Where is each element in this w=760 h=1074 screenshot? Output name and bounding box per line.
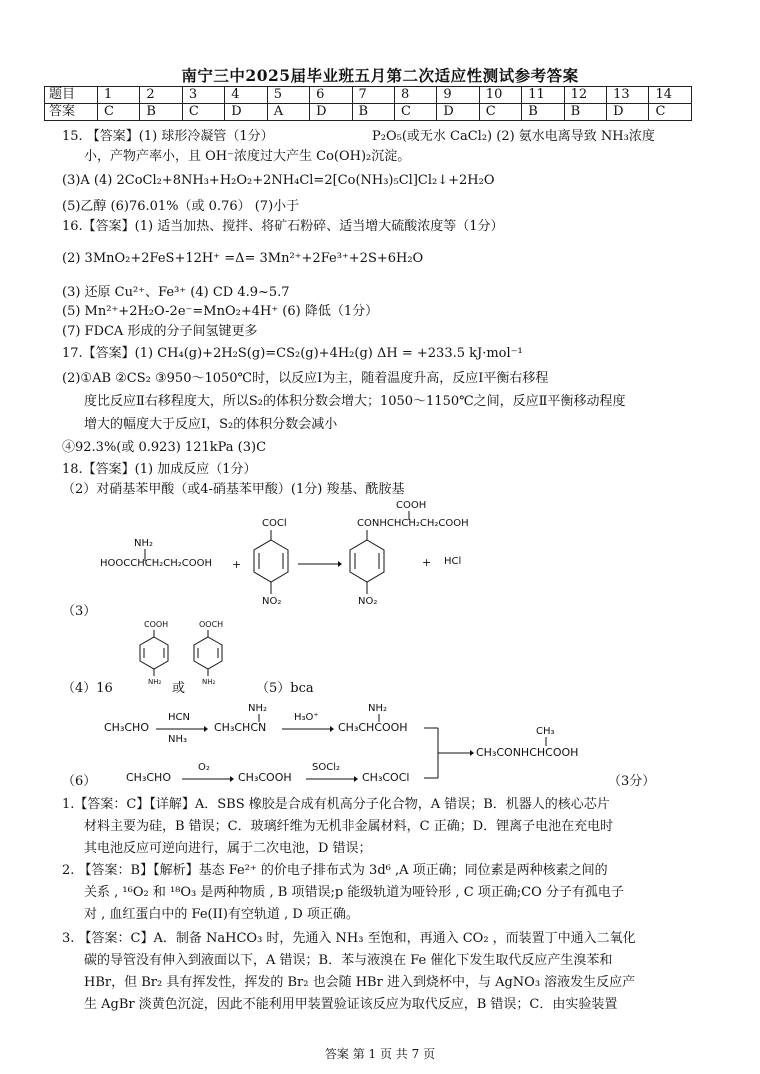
q18-score: （3分） [608,774,656,789]
q18-line4a: （4）16 [62,681,113,696]
e3-line3: HBr，但 Br₂ 具有挥发性，挥发的 Br₂ 也会随 HBr 进入到烧杯中，与 AgNO₃ 溶液发生反应产 [84,975,636,990]
e2-line3: 对 , 血红蛋白中的 Fe(II)有空轨道 , D 项正确。 [84,907,359,922]
e2-line2: 关系 , ¹⁶O₂ 和 ¹⁸O₃ 是两种物质 , B 项错误;p 能级轨道为哑铃形 , C 项正确;CO 分子有孤电子 [84,885,624,900]
s6-nh2-label-b: NH₂ [368,703,388,714]
q-num: 6 [310,87,352,104]
q-answer: B [140,104,182,121]
q-num: 11 [522,87,564,104]
s6-final-product: CH₃CONHCHCOOH [476,746,579,759]
s6-route1-start: CH₃CHO [104,721,149,734]
q-answer: C [649,104,692,121]
q-answer: D [437,104,479,121]
s6-ch3-bond [541,737,551,746]
q-answer: C [394,104,436,121]
s3-plus: + [232,558,242,571]
s6-nh3: NH₃ [168,734,188,745]
q18-line2: （2）对硝基苯甲酸（或4-硝基苯甲酸）(1分) 羧基、酰胺基 [62,482,405,497]
s6-merge-bracket [424,726,476,782]
answer-table-row-numbers [45,87,692,104]
q-num: 12 [564,87,606,104]
s4-benzene-ring-1 [134,630,174,682]
q17-line4: 增大的幅度大于反应Ⅰ，S₂的体积分数会减小 [84,417,338,432]
q16-line2: (2) 3MnO₂+2FeS+12H⁺ =Δ= 3Mn²⁺+2Fe³⁺+2S+6H₂O [62,251,424,266]
q-num: 1 [98,87,140,104]
e3-line1: 3. 【答案：C】A．制备 NaHCO₃ 时，先通入 NH₃ 至饱和，再通入 CO₂ ，而装置丁中通入二氧化 [62,931,636,946]
q-answer: A [267,104,309,121]
s3-benzene-ring-1 [248,530,294,606]
q16-line5: (7) FDCA 形成的分子间氢键更多 [62,324,258,339]
row-label-answer: 答案 [45,104,98,121]
q18-line1: 18.【答案】(1) 加成反应（1分） [62,462,257,477]
s3-reaction-arrow [298,558,342,570]
q-num: 8 [394,87,436,104]
e2-line1: 2. 【答案：B】【解析】基态 Fe²⁺ 的价电子排布式为 3d⁶ ,A 项正确；同位素是两种核素之间的 [62,863,608,878]
s6-o2: O₂ [198,762,210,773]
s6-route2-end: CH₃COCl [362,771,410,784]
s6-route1-end: CH₃CHCOOH [338,721,408,734]
q-num: 14 [649,87,692,104]
s6-hcn: HCN [168,712,190,723]
s3-cooh-label: COOH [396,500,427,511]
q17-line2: (2)①AB ②CS₂ ③950～1050℃时，以反应Ⅰ为主，随着温度升高，反应Ⅰ平衡右移程 [62,371,549,386]
q15-line1b: P₂O₅(或无水 CaCl₂) (2) 氨水电离导致 NH₃浓度 [372,129,655,144]
q-answer: C [479,104,521,121]
q-num: 4 [225,87,267,104]
s3-product-chain: CONHCHCH₂CH₂COOH [357,518,469,529]
e3-line2: 碳的导管没有伸入到液面以下，A 错误；B．苯与液溴在 Fe 催化下发生取代反应产生溴苯和 [84,953,613,968]
q16-line3: (3) 还原 Cu²⁺、Fe³⁺ (4) CD 4.9~5.7 [62,285,290,300]
q18-line3: （3） [62,604,97,619]
s6-arrow-1 [156,724,208,734]
q-num: 5 [267,87,309,104]
s4-nh2-label-2: NH₂ [202,678,216,686]
s6-route2-mid: CH₃COOH [238,771,292,784]
s6-arrow-3 [182,774,234,784]
s3-glutamic-acid: HOOCCHCH₂CH₂COOH [100,558,213,569]
q15-line3: (3)A (4) 2CoCl₂+8NH₃+H₂O₂+2NH₄Cl=2[Co(NH₃)₅Cl]Cl₂↓+2H₂O [62,173,495,188]
q15-line1a: 15. 【答案】(1) 球形冷凝管（1分） [62,129,274,144]
e1-line2: 材料主要为硅，B 错误；C．玻璃纤维为无机非金属材料，C 正确；D．锂离子电池在充电时 [84,819,614,834]
q-answer: C [182,104,224,121]
answer-table-row-answers [45,104,692,121]
s6-socl2: SOCl₂ [312,762,340,773]
e1-line3: 其电池反应可逆向进行，属于二次电池，D 错误； [84,841,372,856]
s3-no2-label-1: NO₂ [262,596,282,607]
q-num: 13 [607,87,649,104]
q-answer: B [564,104,606,121]
q18-line4b: 或 [172,681,186,696]
s3-plus-2: + [422,556,432,569]
q17-line3: 度比反应Ⅱ右移程度大，所以S₂的体积分数会增大；1050～1150℃之间，反应Ⅱ平衡移动程度 [84,394,626,409]
q18-line4c: （5）bca [256,681,314,696]
s6-h3o: H₃O⁺ [294,712,319,723]
q-num: 2 [140,87,182,104]
q-num: 7 [352,87,394,104]
q-answer: D [225,104,267,121]
q18-line6: （6） [62,774,97,789]
q16-line4: (5) Mn²⁺+2H₂O-2e⁻=MnO₂+4H⁺ (6) 降低（1分） [62,304,379,319]
s6-arrow-4 [306,774,358,784]
row-label-question: 题目 [45,87,98,104]
e3-line4: 生 AgBr 淡黄色沉淀，因此不能利用甲装置验证该反应为取代反应，B 错误；C．由实验装置 [84,997,618,1012]
q-answer: B [522,104,564,121]
q-answer: D [607,104,649,121]
s6-arrow-2 [282,724,334,734]
s6-ch3-label: CH₃ [536,726,555,737]
page-footer: 答案 第 1 页 共 7 页 [324,1047,436,1061]
q17-line1: 17.【答案】(1) CH₄(g)+2H₂S(g)=CS₂(g)+4H₂(g) ΔH = +233.5 kJ·mol⁻¹ [62,346,523,361]
answer-table [44,86,692,121]
s6-nh2-label-a: NH₂ [248,703,268,714]
s3-benzene-ring-2 [344,530,390,606]
s3-cocl-label: COCl [262,518,287,529]
s4-oocH-label: OOCH [199,620,224,629]
e1-line1: 1.【答案：C】【详解】A．SBS 橡胶是合成有机高分子化合物，A 错误；B．机器人的核心芯片 [62,797,610,812]
s4-benzene-ring-2 [188,630,228,682]
q-num: 3 [182,87,224,104]
q-num: 9 [437,87,479,104]
page-title: 南宁三中2025届毕业班五月第二次适应性测试参考答案 [181,66,579,85]
q-num: 10 [479,87,521,104]
q15-line4: (5)乙醇 (6)76.01%（或 0.76） (7)小于 [62,199,300,214]
s3-no2-label-2: NO₂ [358,596,378,607]
q-answer: D [310,104,352,121]
s3-hcl: HCl [444,556,462,567]
s4-cooh-label: COOH [144,620,169,629]
s4-nh2-label-1: NH₂ [148,678,162,686]
q-answer: B [352,104,394,121]
s3-nh2-label: NH₂ [134,538,154,549]
q15-line2: 小，产物产率小，且 OH⁻浓度过大产生 Co(OH)₂沉淀。 [84,149,411,164]
q-answer: C [98,104,140,121]
s6-route2-start: CH₃CHO [126,771,171,784]
s6-route1-mid: CH₃CHCN [214,721,267,734]
q17-line5: ④92.3%(或 0.923) 121kPa (3)C [62,440,267,455]
q16-line1: 16.【答案】(1) 适当加热、搅拌、将矿石粉碎、适当增大硫酸浓度等（1分） [62,219,504,234]
